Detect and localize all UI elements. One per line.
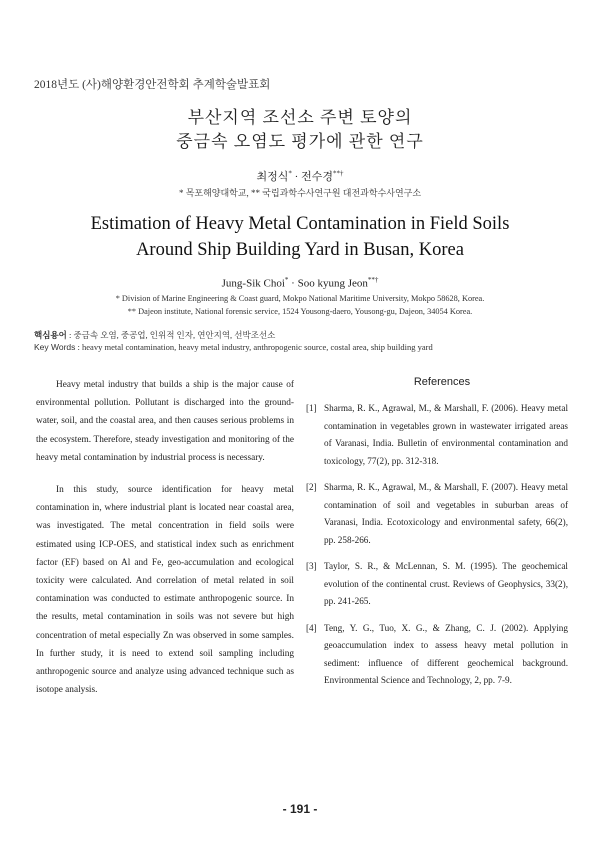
author-separator: · [291, 171, 302, 183]
english-keywords [34, 342, 433, 352]
english-author2: Soo kyung Jeon [297, 277, 368, 290]
english-author1: Jung-Sik Choi [221, 277, 285, 290]
english-affiliation-2: ** Dajeon institute, National forensic service, 1524 Yousong-daero, Yousong-gu, Dajeon, 34054 Korea. [127, 307, 473, 316]
reference-text: Taylor, S. R., & McLennan, S. M. (1995). The geochemical evolution of the continental crust. Reviews of Geophysics, 33(2), pp. 241-265. [324, 561, 568, 606]
english-author2-mark: **† [367, 276, 379, 284]
korean-author2-mark: **† [332, 169, 344, 178]
body-paragraph-2: In this study, source identification for heavy metal contamination in, where industrial plant is located near coastal area, was investigated. The metal concentration in field soils were estimated using ICP-OES, and statistical index such as enrichment factor (EF) based on Al and Fe, geo-accumulation and ecological toxicity were calculated. And correlation of metal related in soil contamination was conducted to estimate anthropogenic source. In the results, metal contamination in soils was not severe but high concentration of metal especially Zn was observed in some samples. In further study, it is need to extend soil sampling including anthropogenic source and analyze using advanced technique such as isotope analysis. [36, 485, 294, 696]
body-paragraph-1: Heavy metal industry that builds a ship is the major cause of environmental pollution. Pollutant is discharged into the ground-water, soil, and the coastal area, and then causes serious problems in the ecosystem. Therefore, steady investigation and monitoring of the heavy metal contamination by industrial process is necessary. [36, 380, 294, 463]
english-title-line2: Around Ship Building Yard in Busan, Korea [136, 240, 464, 260]
reference-item [306, 479, 568, 549]
korean-keywords-label: 핵심용어 [34, 330, 67, 340]
korean-title-line1: 부산지역 조선소 주변 토양의 [187, 108, 413, 127]
english-authors [0, 276, 600, 290]
page-number: - 191 - [282, 802, 318, 816]
korean-title-line2: 중금속 오염도 평가에 관한 연구 [176, 132, 424, 151]
references-list [306, 400, 568, 699]
korean-authors [0, 168, 600, 184]
english-author-separator: · [288, 277, 298, 290]
korean-author1-mark: * [288, 169, 292, 178]
korean-keywords [34, 329, 275, 341]
korean-keywords-text: : 중금속 오염, 중공업, 인위적 인자, 연안지역, 선박조선소 [66, 330, 276, 340]
reference-number: [1] [306, 403, 317, 413]
reference-number: [4] [306, 622, 317, 633]
english-affiliation-1: * Division of Marine Engineering & Coast guard, Mokpo National Maritime University, Mokpo 58628, Korea. [115, 294, 485, 303]
korean-author2: 전수경 [301, 171, 333, 183]
reference-item [306, 620, 568, 690]
conference-header: 2018년도 (사)해양환경안전학회 추계학술발표회 [34, 79, 271, 91]
english-keywords-label: Key Words [34, 342, 76, 352]
abstract-body [36, 376, 294, 713]
english-title-line1: Estimation of Heavy Metal Contamination in Field Soils [90, 214, 510, 234]
reference-text: Teng, Y. G., Tuo, X. G., & Zhang, C. J. (2002). Applying geoaccumulation index to assess heavy metal pollution in sediment: influence of different geochemical background. Environmental Science and Technology, 2, pp. 7-9. [324, 622, 568, 685]
english-author1-mark: * [284, 276, 289, 284]
reference-text: Sharma, R. K., Agrawal, M., & Marshall, F. (2006). Heavy metal contamination in vegetables grown in wastewater irrigated areas of Varanasi, India. Bulletin of environmental contamination and toxicology, 77(2), pp. 312-318. [324, 403, 568, 466]
korean-author1: 최정식 [256, 171, 289, 183]
reference-item [306, 558, 568, 611]
reference-text: Sharma, R. K., Agrawal, M., & Marshall, F. (2007). Heavy metal contamination of soil and vegetables in suburban areas of Varanasi, India. Ecotoxicology and environmental safety, 66(2), pp. 258-266. [324, 482, 568, 545]
korean-affiliation: * 목포해양대학교, ** 국립과학수사연구원 대전과학수사연구소 [178, 188, 422, 198]
reference-number: [3] [306, 561, 317, 571]
english-keywords-text: : heavy metal contamination, heavy metal industry, anthropogenic source, costal area, ship building yard [75, 342, 433, 352]
reference-item [306, 400, 568, 470]
reference-number: [2] [306, 482, 317, 492]
references-heading: References [413, 376, 471, 388]
